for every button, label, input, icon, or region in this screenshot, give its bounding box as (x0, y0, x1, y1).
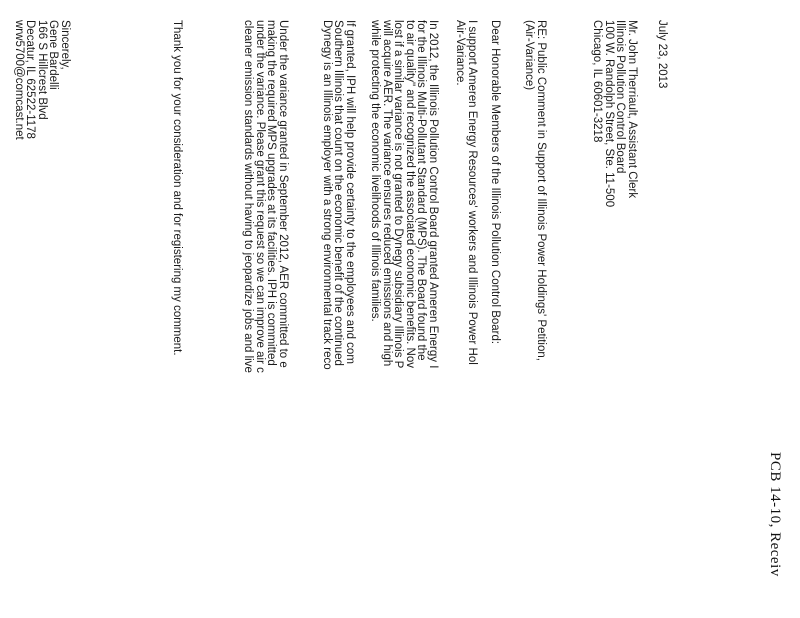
body-line: If granted, IPH will help provide certainty to the employees and com (344, 20, 356, 364)
paragraph-commitments (242, 20, 288, 373)
signature-block (13, 20, 71, 140)
closing-line: Thank you for your consideration and for registering my comment. (171, 20, 183, 356)
body-line: Southern Illinois that count on the economic benefit of the continued (332, 20, 345, 366)
salutation: Dear Honorable Members of the Illinois Pollution Control Board: (489, 20, 501, 345)
body-line: making the required MPS upgrades at its facilities. IPH is committed (265, 20, 278, 366)
paragraph-certainty (321, 20, 356, 370)
subject-text: (Air-Variance) (523, 20, 536, 91)
paragraph-variance-history (369, 20, 438, 368)
support-statement (454, 20, 477, 365)
body-line: Dynegy is an Illinois employer with a strong environmental track reco (321, 20, 333, 370)
signer-email: wrw5700@comcast.net (13, 20, 25, 140)
subject-line (523, 20, 546, 361)
body-line: will acquire AER. The variance ensures reduced emissions and high (381, 20, 393, 367)
received-stamp: PCB 14-10, Receiv (767, 452, 783, 577)
body-line: I support Ameren Energy Resources' workers and Illinois Power Hol (466, 20, 478, 365)
body-line: Under the variance granted in September 2012, AER committed to e (277, 20, 289, 368)
signoff: Sincerely, (59, 20, 71, 70)
body-line: while protecting the economic livelihoods of Illinois families. (369, 20, 382, 322)
address-line: Mr. John Therriault, Assistant Clerk (626, 20, 638, 199)
body-line: Air-Variance. (454, 20, 467, 86)
address-line: Chicago, IL 60601-3218 (591, 20, 604, 143)
signer-city: Decatur, IL 62522-1178 (24, 20, 37, 139)
body-line: for the Illinois Multi-Pollutant Standard (MPS). The Board found the (415, 20, 428, 361)
signer-name: Gene Bardelli (47, 20, 60, 90)
body-line: cleaner emission standards without having to jeopardize jobs and live (242, 20, 255, 373)
body-line: In 2012, the Illinois Pollution Control Board granted Ameren Energy I (427, 20, 439, 369)
body-line: under the variance. Please grant this request so we can improve air c (254, 20, 266, 373)
signer-street: 166 S Hillcrest Blvd (36, 20, 48, 120)
subject-text: RE: Public Comment in Support of Illinois Power Holdings' Petition, (535, 20, 547, 361)
body-line: to air quality" and recognized the associated economic benefits. Nov (404, 20, 416, 369)
address-line: Illinois Pollution Control Board (614, 20, 627, 174)
letter-date: July 23, 2013 (656, 20, 668, 89)
recipient-address (591, 20, 637, 207)
address-line: 100 W. Randolph Street, Ste. 11-500 (603, 20, 615, 208)
body-line: lost if a similar variance is not granted to Dynegy subsidiary Illinois P (392, 20, 405, 369)
